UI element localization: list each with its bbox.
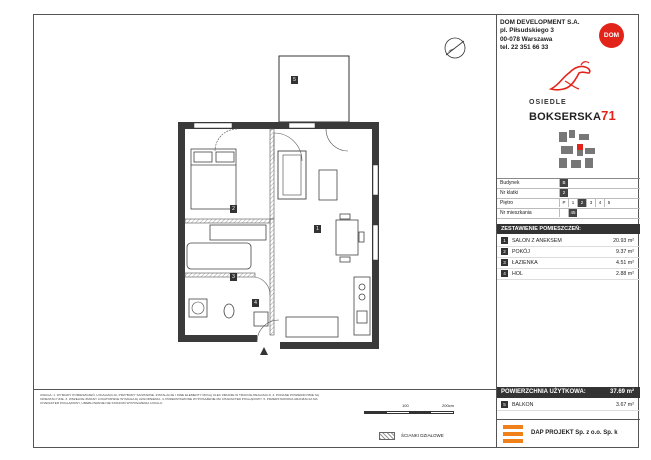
rooms-list (497, 236, 640, 280)
info-cell: 4 (595, 199, 604, 207)
rooms-title: ZESTAWIENIE POMIESZCZEŃ: (497, 224, 640, 234)
info-cell (559, 209, 568, 217)
room-label-4: 4 (252, 299, 259, 307)
info-panel (496, 15, 640, 447)
doors (215, 129, 348, 342)
partition-legend (379, 432, 444, 440)
building-keyplan (555, 128, 599, 174)
info-cell: 1 (568, 199, 577, 207)
dining-table (336, 214, 364, 262)
balcony (279, 56, 349, 122)
room-label-5: 5 (291, 76, 298, 84)
toilet (224, 304, 234, 318)
total-area-bar (497, 387, 640, 398)
apartment-plan (34, 15, 496, 389)
info-row-building (497, 179, 640, 189)
sink (254, 312, 268, 326)
partition-legend-label: ŚCIANKI DZIAŁOWE (401, 433, 444, 439)
wardrobe (210, 225, 266, 240)
balcony-number: 5 (501, 401, 508, 408)
room-number: 1 (501, 237, 508, 244)
brand-number: 71 (601, 108, 616, 123)
brand-line-2 (529, 108, 616, 123)
info-label-building: Budynek (500, 180, 520, 186)
room-area: 2.88 m² (616, 271, 634, 277)
info-cell: 5 (604, 199, 613, 207)
room-row (497, 269, 640, 280)
footer-logo (497, 419, 640, 448)
room-name: POKÓJ (512, 249, 530, 255)
horse-logo-icon (545, 59, 597, 97)
info-row-floor (497, 199, 640, 209)
balcony-row (497, 400, 640, 411)
room-area: 4.51 m² (616, 260, 634, 266)
company-address-1: pl. Piłsudskiego 3 (500, 27, 554, 35)
apartment-info-table (497, 178, 640, 219)
room-row (497, 247, 640, 258)
room-number: 3 (501, 259, 508, 266)
legal-section (34, 389, 496, 448)
scale-mid-label: 100 (402, 403, 409, 408)
room-area: 9.37 m² (616, 249, 634, 255)
scale-bar (364, 403, 454, 417)
company-phone: tel. 22 351 66 33 (500, 44, 549, 52)
kitchen-counter (286, 277, 370, 337)
armchair (319, 170, 337, 200)
hatch-swatch-icon (379, 432, 395, 440)
room-name: SALON Z ANEKSEM (512, 238, 562, 244)
info-cell: P (559, 199, 568, 207)
info-cell: 45 (568, 209, 577, 217)
room-row (497, 236, 640, 247)
total-value: 37.69 m² (609, 389, 634, 395)
brand-line-1: OSIEDLE (529, 99, 567, 106)
entrance-arrow-icon (260, 347, 268, 355)
info-cell: 2 (577, 199, 586, 207)
info-row-apartment (497, 209, 640, 219)
bathtub (187, 243, 251, 269)
room-label-2: 2 (230, 205, 237, 213)
info-label-apartment: Nr mieszkania (500, 210, 532, 216)
room-row (497, 258, 640, 269)
room-name: ŁAZIENKA (512, 260, 538, 266)
room-number: 4 (501, 270, 508, 277)
info-label-stair: Nr klatki (500, 190, 519, 196)
balcony-area: 3.67 m² (616, 402, 634, 408)
room-number: 2 (501, 248, 508, 255)
room-area: 20.93 m² (613, 238, 634, 244)
brand-name: BOKSERSKA (529, 111, 602, 123)
dom-logo: DOM (599, 23, 624, 48)
total-label: POWIERZCHNIA UŻYTKOWA: (501, 389, 586, 395)
plan-area (34, 15, 496, 389)
dap-logo-icon (503, 425, 523, 443)
floor-plan-sheet (33, 14, 639, 448)
info-cell: B (559, 179, 568, 187)
room-label-1: 1 (314, 225, 321, 233)
info-cell: 2 (559, 189, 568, 197)
balcony-name: BALKON (512, 402, 534, 408)
footer-company: DAP PROJEKT Sp. z o.o. Sp. k (531, 430, 618, 436)
info-row-stair (497, 189, 640, 199)
outer-walls (178, 122, 379, 349)
info-label-floor: Piętro (500, 200, 514, 206)
room-name: HOL (512, 271, 523, 277)
company-name: DOM DEVELOPMENT S.A. (500, 19, 580, 26)
bed (191, 149, 236, 209)
legal-notes: UWAGA: 1. WYMIARY POMIESZCZEŃ, LOKALIZACJA, PRZYBORY SANITARNE, INSTALACJE I INNE ELEMENTY MOGĄ ULEC ZMIANIE W TRAKCIE REALIZACJI. 2. PODANE POWIERZCHNIE SĄ ORIENTACYJNE. 3. WSZELKIE ZMIANY LOKATORSKIE WYMAGAJĄ UZGODNIENIA. 4. PRZEDSTAWIONE WYPOSAŻENIE MA CHARAKTER POGLĄDOWY. 5. PRZEDSTAWIONA ARANŻACJA MA CHARAKTER POGLĄDOWY, UMEBLOWANIE NIE STANOWI WYPOSAŻENIA LOKALU. (40, 393, 319, 406)
scale-end-label: 200cm (442, 403, 455, 408)
company-info (500, 19, 595, 53)
info-cell: 3 (586, 199, 595, 207)
company-address-2: 00-078 Warszawa (500, 35, 553, 43)
room-label-3: 3 (230, 273, 237, 281)
